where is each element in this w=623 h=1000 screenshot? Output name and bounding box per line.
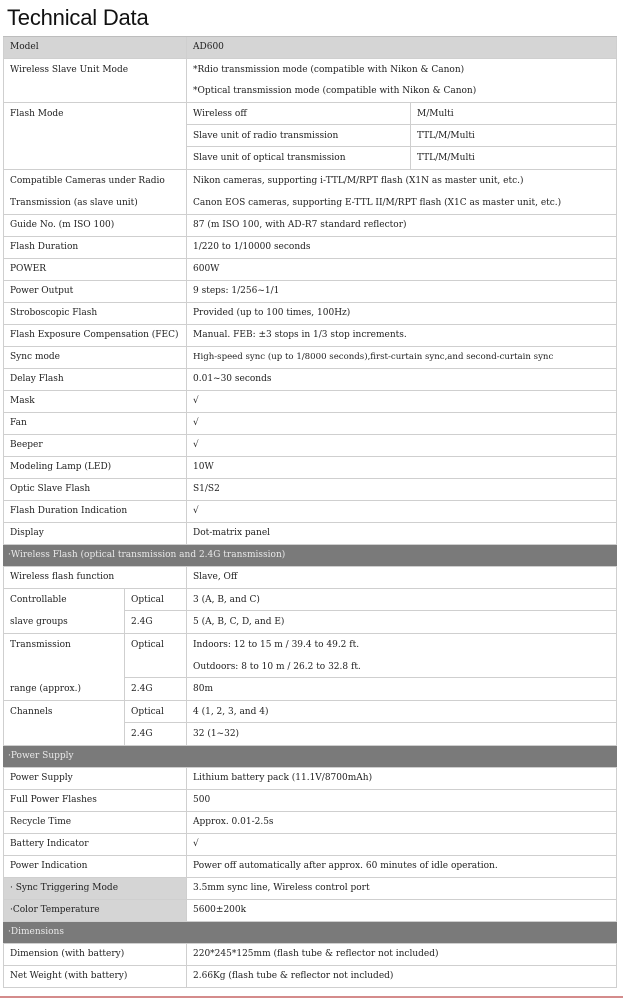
row-label: Compatible Cameras under Radio (10, 176, 165, 186)
row-label: Power Indication (10, 861, 88, 871)
flash-mode-name: Slave unit of radio transmission (193, 131, 339, 141)
row-label: ·Color Temperature (10, 905, 100, 915)
table-row (3, 281, 617, 303)
table-row (3, 634, 617, 701)
table-row (3, 457, 617, 479)
page-title: Technical Data (7, 5, 149, 30)
row-label: Recycle Time (10, 817, 72, 827)
row-label: Controllable (10, 595, 67, 605)
table-row (3, 369, 617, 391)
sub-label: 2.4G (131, 729, 153, 739)
row-value: 87 (m ISO 100, with AD-R7 standard reflector) (193, 220, 407, 230)
table-row (3, 435, 617, 457)
table-row (3, 944, 617, 966)
section-header-power (3, 746, 617, 768)
row-label: Modeling Lamp (LED) (10, 462, 112, 472)
row-divider (125, 677, 617, 678)
flash-mode-value: TTL/M/Multi (417, 131, 475, 141)
table-row (3, 36, 617, 59)
row-value: 0.01~30 seconds (193, 374, 272, 384)
table-row (3, 259, 617, 281)
row-value: Power off automatically after approx. 60 minutes of idle operation. (193, 861, 498, 871)
row-label: Transmission (as slave unit) (10, 198, 138, 208)
table-row (3, 501, 617, 523)
sub-label: Optical (131, 707, 164, 717)
table-row (3, 790, 617, 812)
row-label: Flash Duration (10, 242, 79, 252)
row-value: Dot-matrix panel (193, 528, 271, 538)
sub-label: Optical (131, 595, 164, 605)
section-header-wireless (3, 545, 617, 567)
row-label: Power Output (10, 286, 74, 296)
row-value: 32 (1~32) (193, 729, 240, 739)
row-value: 2.66Kg (flash tube & reflector not included) (193, 971, 394, 981)
row-value: Indoors: 12 to 15 m / 39.4 to 49.2 ft. (193, 640, 360, 650)
check-mark-icon: √ (193, 440, 199, 450)
row-value: 220*245*125mm (flash tube & reflector not included) (193, 949, 439, 959)
table-row (3, 215, 617, 237)
row-value: 4 (1, 2, 3, and 4) (193, 707, 269, 717)
table-row (3, 479, 617, 501)
row-label: Dimension (with battery) (10, 949, 125, 959)
row-value: 3 (A, B, and C) (193, 595, 260, 605)
row-label: range (approx.) (10, 684, 81, 694)
table-row (3, 567, 617, 589)
row-label: Guide No. (m ISO 100) (10, 220, 115, 230)
row-label: POWER (10, 264, 47, 274)
section-title: ·Power Supply (8, 751, 74, 761)
check-mark-icon: √ (193, 396, 199, 406)
row-value: Manual. FEB: ±3 stops in 1/3 stop increments. (193, 330, 407, 340)
check-mark-icon: √ (193, 506, 199, 516)
table-row (3, 303, 617, 325)
table-row (3, 325, 617, 347)
bottom-divider (0, 996, 623, 998)
section-title: ·Wireless Flash (optical transmission and 2.4G transmission) (8, 550, 286, 560)
table-row (3, 391, 617, 413)
row-value: 500 (193, 795, 211, 805)
row-label: Wireless flash function (10, 572, 115, 582)
row-label: Model (10, 42, 39, 52)
table-row (3, 170, 617, 215)
row-label: Fan (10, 418, 27, 428)
row-value: AD600 (193, 42, 224, 52)
sub-label: Optical (131, 640, 164, 650)
table-row (3, 237, 617, 259)
row-value: 80m (193, 684, 213, 694)
table-row (3, 413, 617, 435)
check-mark-icon: √ (193, 418, 199, 428)
row-label: Full Power Flashes (10, 795, 97, 805)
flash-mode-value: M/Multi (417, 109, 454, 119)
sub-label: 2.4G (131, 617, 153, 627)
table-row (3, 768, 617, 790)
row-value: Nikon cameras, supporting i-TTL/M/RPT flash (X1N as master unit, etc.) (193, 176, 524, 186)
table-row (3, 812, 617, 834)
row-label: Flash Duration Indication (10, 506, 128, 516)
row-value: 5 (A, B, C, D, and E) (193, 617, 285, 627)
row-label: slave groups (10, 617, 68, 627)
flash-mode-value: TTL/M/Multi (417, 153, 475, 163)
row-value: Lithium battery pack (11.1V/8700mAh) (193, 773, 373, 783)
row-divider (125, 610, 617, 611)
sub-label: 2.4G (131, 684, 153, 694)
row-label: Net Weight (with battery) (10, 971, 128, 981)
row-value: 600W (193, 264, 220, 274)
row-value: 10W (193, 462, 214, 472)
row-label: Display (10, 528, 44, 538)
table-row (3, 878, 617, 900)
table-row (3, 900, 617, 922)
row-value: Provided (up to 100 times, 100Hz) (193, 308, 351, 318)
table-row (3, 701, 617, 746)
row-value: S1/S2 (193, 484, 220, 494)
flash-mode-name: Slave unit of optical transmission (193, 153, 346, 163)
table-row (3, 856, 617, 878)
row-label: Beeper (10, 440, 43, 450)
technical-data-table (3, 36, 617, 996)
table-row (3, 966, 617, 988)
row-label: Transmission (10, 640, 71, 650)
section-header-dimensions (3, 922, 617, 944)
flash-mode-name: Wireless off (193, 109, 247, 119)
row-label: Channels (10, 707, 53, 717)
row-divider (125, 722, 617, 723)
row-label: · Sync Triggering Mode (10, 883, 119, 893)
check-mark-icon: √ (193, 839, 199, 849)
row-value: 9 steps: 1/256~1/1 (193, 286, 280, 296)
row-label: Flash Exposure Compensation (FEC) (10, 330, 179, 340)
row-label: Flash Mode (10, 109, 64, 119)
row-value: 3.5mm sync line, Wireless control port (193, 883, 370, 893)
table-row (3, 59, 617, 103)
row-label: Wireless Slave Unit Mode (10, 65, 129, 75)
row-label: Stroboscopic Flash (10, 308, 98, 318)
row-label: Sync mode (10, 352, 60, 362)
row-value: High-speed sync (up to 1/8000 seconds),first-curtain sync,and second-curtain sync (193, 352, 554, 362)
row-divider (187, 124, 617, 125)
row-label: Power Supply (10, 773, 73, 783)
table-row (3, 523, 617, 545)
row-value: *Rdio transmission mode (compatible with Nikon & Canon) (193, 65, 465, 75)
row-value: Slave, Off (193, 572, 238, 582)
table-row (3, 589, 617, 634)
row-value: *Optical transmission mode (compatible with Nikon & Canon) (193, 86, 477, 96)
row-value: 1/220 to 1/10000 seconds (193, 242, 311, 252)
row-value: Outdoors: 8 to 10 m / 26.2 to 32.8 ft. (193, 662, 361, 672)
table-row (3, 103, 617, 170)
row-label: Mask (10, 396, 35, 406)
row-label: Delay Flash (10, 374, 64, 384)
row-label: Battery Indicator (10, 839, 89, 849)
row-value: Approx. 0.01-2.5s (193, 817, 274, 827)
section-title: ·Dimensions (8, 927, 64, 937)
row-value: Canon EOS cameras, supporting E-TTL II/M/RPT flash (X1C as master unit, etc.) (193, 198, 562, 208)
table-row (3, 834, 617, 856)
row-label: Optic Slave Flash (10, 484, 91, 494)
table-row (3, 347, 617, 369)
row-divider (187, 146, 617, 147)
row-value: 5600±200k (193, 905, 247, 915)
